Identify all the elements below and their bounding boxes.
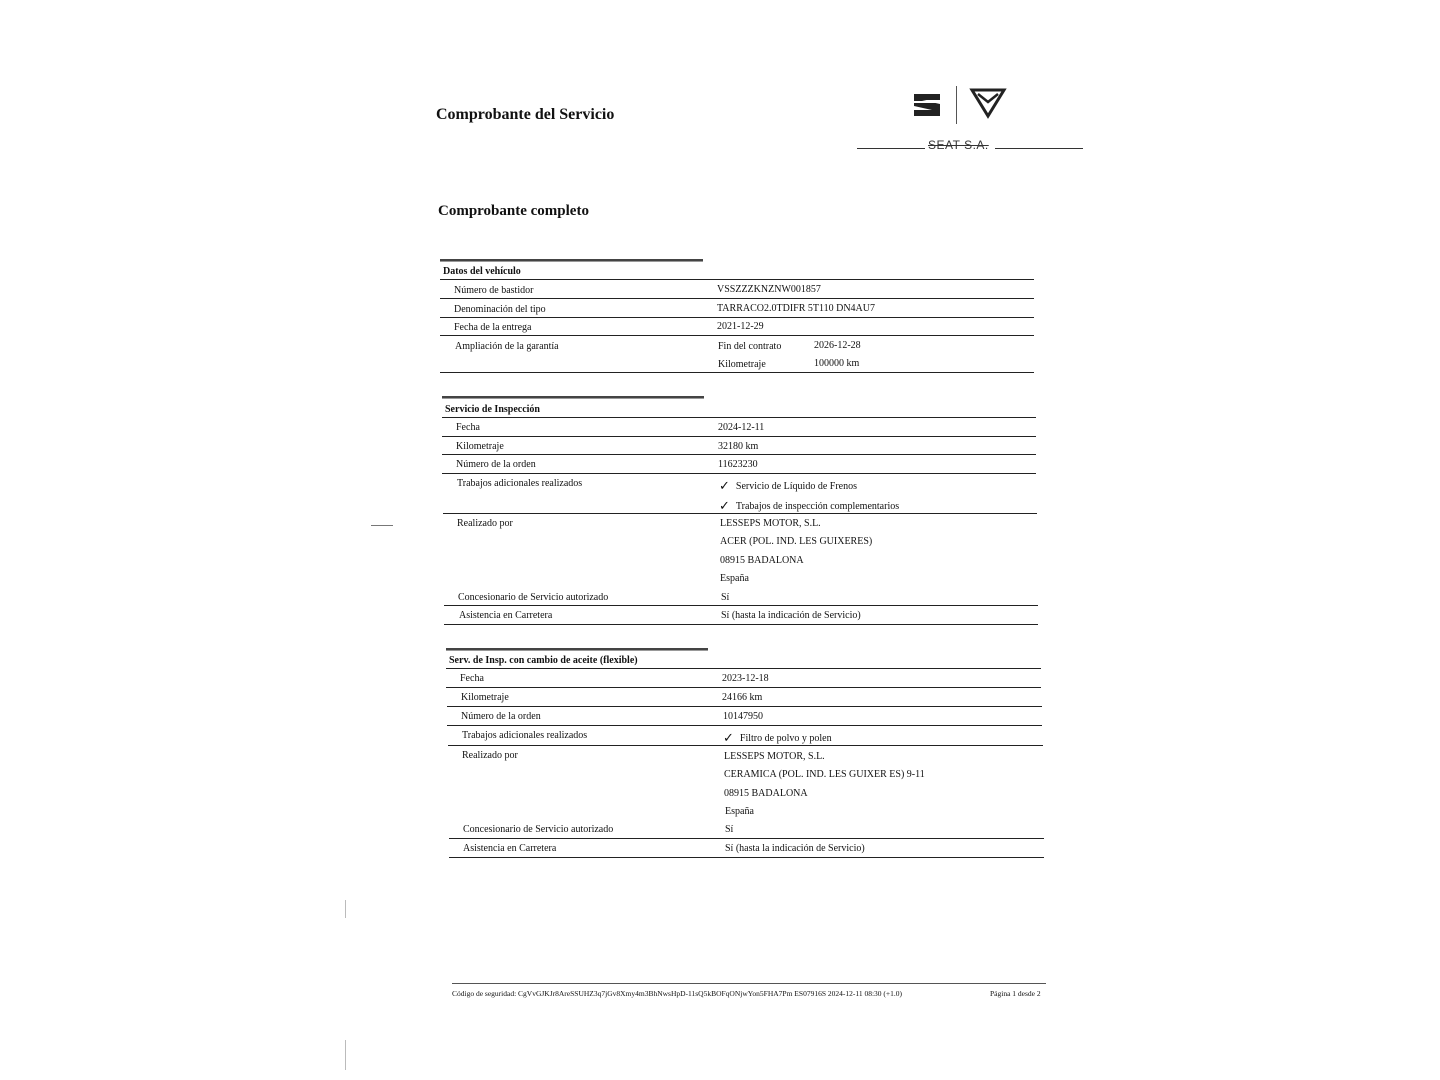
cupra-logo-icon xyxy=(968,86,1008,120)
row-divider xyxy=(442,417,1036,418)
brand-line-right xyxy=(995,148,1083,149)
label-performed-by: Realizado por xyxy=(457,518,513,529)
label-inspection-date: Fecha xyxy=(456,422,480,433)
performed-by-line: LESSEPS MOTOR, S.L. xyxy=(724,751,825,762)
row-divider xyxy=(442,436,1036,437)
checkmark-icon: ✓ xyxy=(719,498,730,513)
value-oil-authorized-dealer: Sí xyxy=(725,824,734,835)
row-divider xyxy=(447,706,1042,707)
value-vin: VSSZZZKNZNW001857 xyxy=(717,284,821,295)
label-oil-authorized-dealer: Concesionario de Servicio autorizado xyxy=(463,824,614,835)
label-warranty-km: Kilometraje xyxy=(718,359,766,370)
value-roadside-assistance: Sí (hasta la indicación de Servicio) xyxy=(721,610,861,621)
value-type: TARRACO2.0TDIFR 5T110 DN4AU7 xyxy=(717,303,875,314)
checkmark-icon: ✓ xyxy=(723,730,734,745)
value-oil-roadside-assistance: Sí (hasta la indicación de Servicio) xyxy=(725,843,865,854)
value-authorized-dealer: Sí xyxy=(721,592,730,603)
label-oil-roadside-assistance: Asistencia en Carretera xyxy=(463,843,557,854)
row-divider xyxy=(442,473,1036,474)
value-inspection-date: 2024-12-11 xyxy=(718,422,765,433)
section-top-rule xyxy=(442,396,704,399)
section-top-rule xyxy=(440,259,703,262)
performed-by-line: ACER (POL. IND. LES GUIXERES) xyxy=(720,536,873,547)
section-title-oil-service: Serv. de Insp. con cambio de aceite (flexible) xyxy=(449,655,638,666)
section-title-vehicle: Datos del vehículo xyxy=(443,266,521,277)
extra-work-item: Trabajos de inspección complementarios xyxy=(735,501,900,512)
extra-work-item: Servicio de Líquido de Frenos xyxy=(735,481,857,492)
section-bottom-rule xyxy=(444,624,1038,625)
performed-by-line: 08915 BADALONA xyxy=(720,555,804,566)
list-item xyxy=(719,477,857,493)
footer-rule xyxy=(452,983,1046,984)
row-divider xyxy=(442,454,1036,455)
label-warranty: Ampliación de la garantía xyxy=(455,341,559,352)
value-oil-km: 24166 km xyxy=(722,692,763,703)
label-authorized-dealer: Concesionario de Servicio autorizado xyxy=(458,592,609,603)
section-title-inspection: Servicio de Inspección xyxy=(445,404,540,415)
row-divider xyxy=(449,838,1044,839)
label-vin: Número de bastidor xyxy=(454,285,534,296)
seat-logo-icon xyxy=(912,90,942,120)
label-inspection-extras: Trabajos adicionales realizados xyxy=(457,478,583,489)
row-divider xyxy=(440,279,1034,280)
page-title: Comprobante del Servicio xyxy=(436,106,615,123)
label-contract-end: Fin del contrato xyxy=(718,341,782,352)
section-bottom-rule xyxy=(449,857,1044,858)
label-oil-date: Fecha xyxy=(460,673,484,684)
value-inspection-km: 32180 km xyxy=(718,441,759,452)
scan-mark xyxy=(345,1040,346,1070)
page-number: Página 1 desde 2 xyxy=(990,989,1041,998)
row-divider xyxy=(440,335,1034,336)
label-oil-extras: Trabajos adicionales realizados xyxy=(462,730,588,741)
performed-by-line: 08915 BADALONA xyxy=(724,788,808,799)
label-inspection-km: Kilometraje xyxy=(456,441,504,452)
section-bottom-rule xyxy=(440,372,1034,373)
label-type: Denominación del tipo xyxy=(454,304,546,315)
row-divider xyxy=(447,725,1042,726)
row-divider xyxy=(446,687,1041,688)
row-divider xyxy=(443,513,1037,514)
brand-line-left xyxy=(857,148,925,149)
value-delivery-date: 2021-12-29 xyxy=(717,321,764,332)
value-contract-end: 2026-12-28 xyxy=(814,340,861,351)
row-divider xyxy=(440,317,1034,318)
checkmark-icon: ✓ xyxy=(719,478,730,493)
row-divider xyxy=(444,605,1038,606)
label-oil-order: Número de la orden xyxy=(461,711,541,722)
value-oil-date: 2023-12-18 xyxy=(722,673,769,684)
label-oil-performed-by: Realizado por xyxy=(462,750,518,761)
label-delivery-date: Fecha de la entrega xyxy=(454,322,532,333)
performed-by-line: España xyxy=(720,573,749,584)
extra-work-item: Filtro de polvo y polen xyxy=(739,733,832,744)
scan-mark xyxy=(345,900,346,918)
row-divider xyxy=(446,668,1041,669)
logo-divider xyxy=(956,86,957,124)
brand-logos xyxy=(912,86,1012,126)
value-inspection-order: 11623230 xyxy=(718,459,758,470)
performed-by-line: LESSEPS MOTOR, S.L. xyxy=(720,518,821,529)
label-inspection-order: Número de la orden xyxy=(456,459,536,470)
security-code: Código de seguridad: CgVvGJKJr8AreSSUHZ3q7jGv8Xmy4m3BhNwsHpD-11sQ5kBOFqONjwYon5FHA7Pm ES07916S 2024-12-11 08:30 (+1.0) xyxy=(452,989,903,998)
brand-caption: SEAT S.A. xyxy=(928,138,989,152)
scan-mark xyxy=(371,525,393,526)
performed-by-line: CERAMICA (POL. IND. LES GUIXER ES) 9-11 xyxy=(724,769,925,780)
list-item xyxy=(719,497,899,513)
row-divider xyxy=(440,298,1034,299)
row-divider xyxy=(448,745,1043,746)
list-item xyxy=(723,729,832,745)
value-oil-order: 10147950 xyxy=(723,711,763,722)
label-roadside-assistance: Asistencia en Carretera xyxy=(459,610,553,621)
label-oil-km: Kilometraje xyxy=(461,692,509,703)
value-warranty-km: 100000 km xyxy=(814,358,860,369)
section-top-rule xyxy=(446,648,708,651)
document-subtitle: Comprobante completo xyxy=(438,203,589,219)
performed-by-line: España xyxy=(725,806,754,817)
